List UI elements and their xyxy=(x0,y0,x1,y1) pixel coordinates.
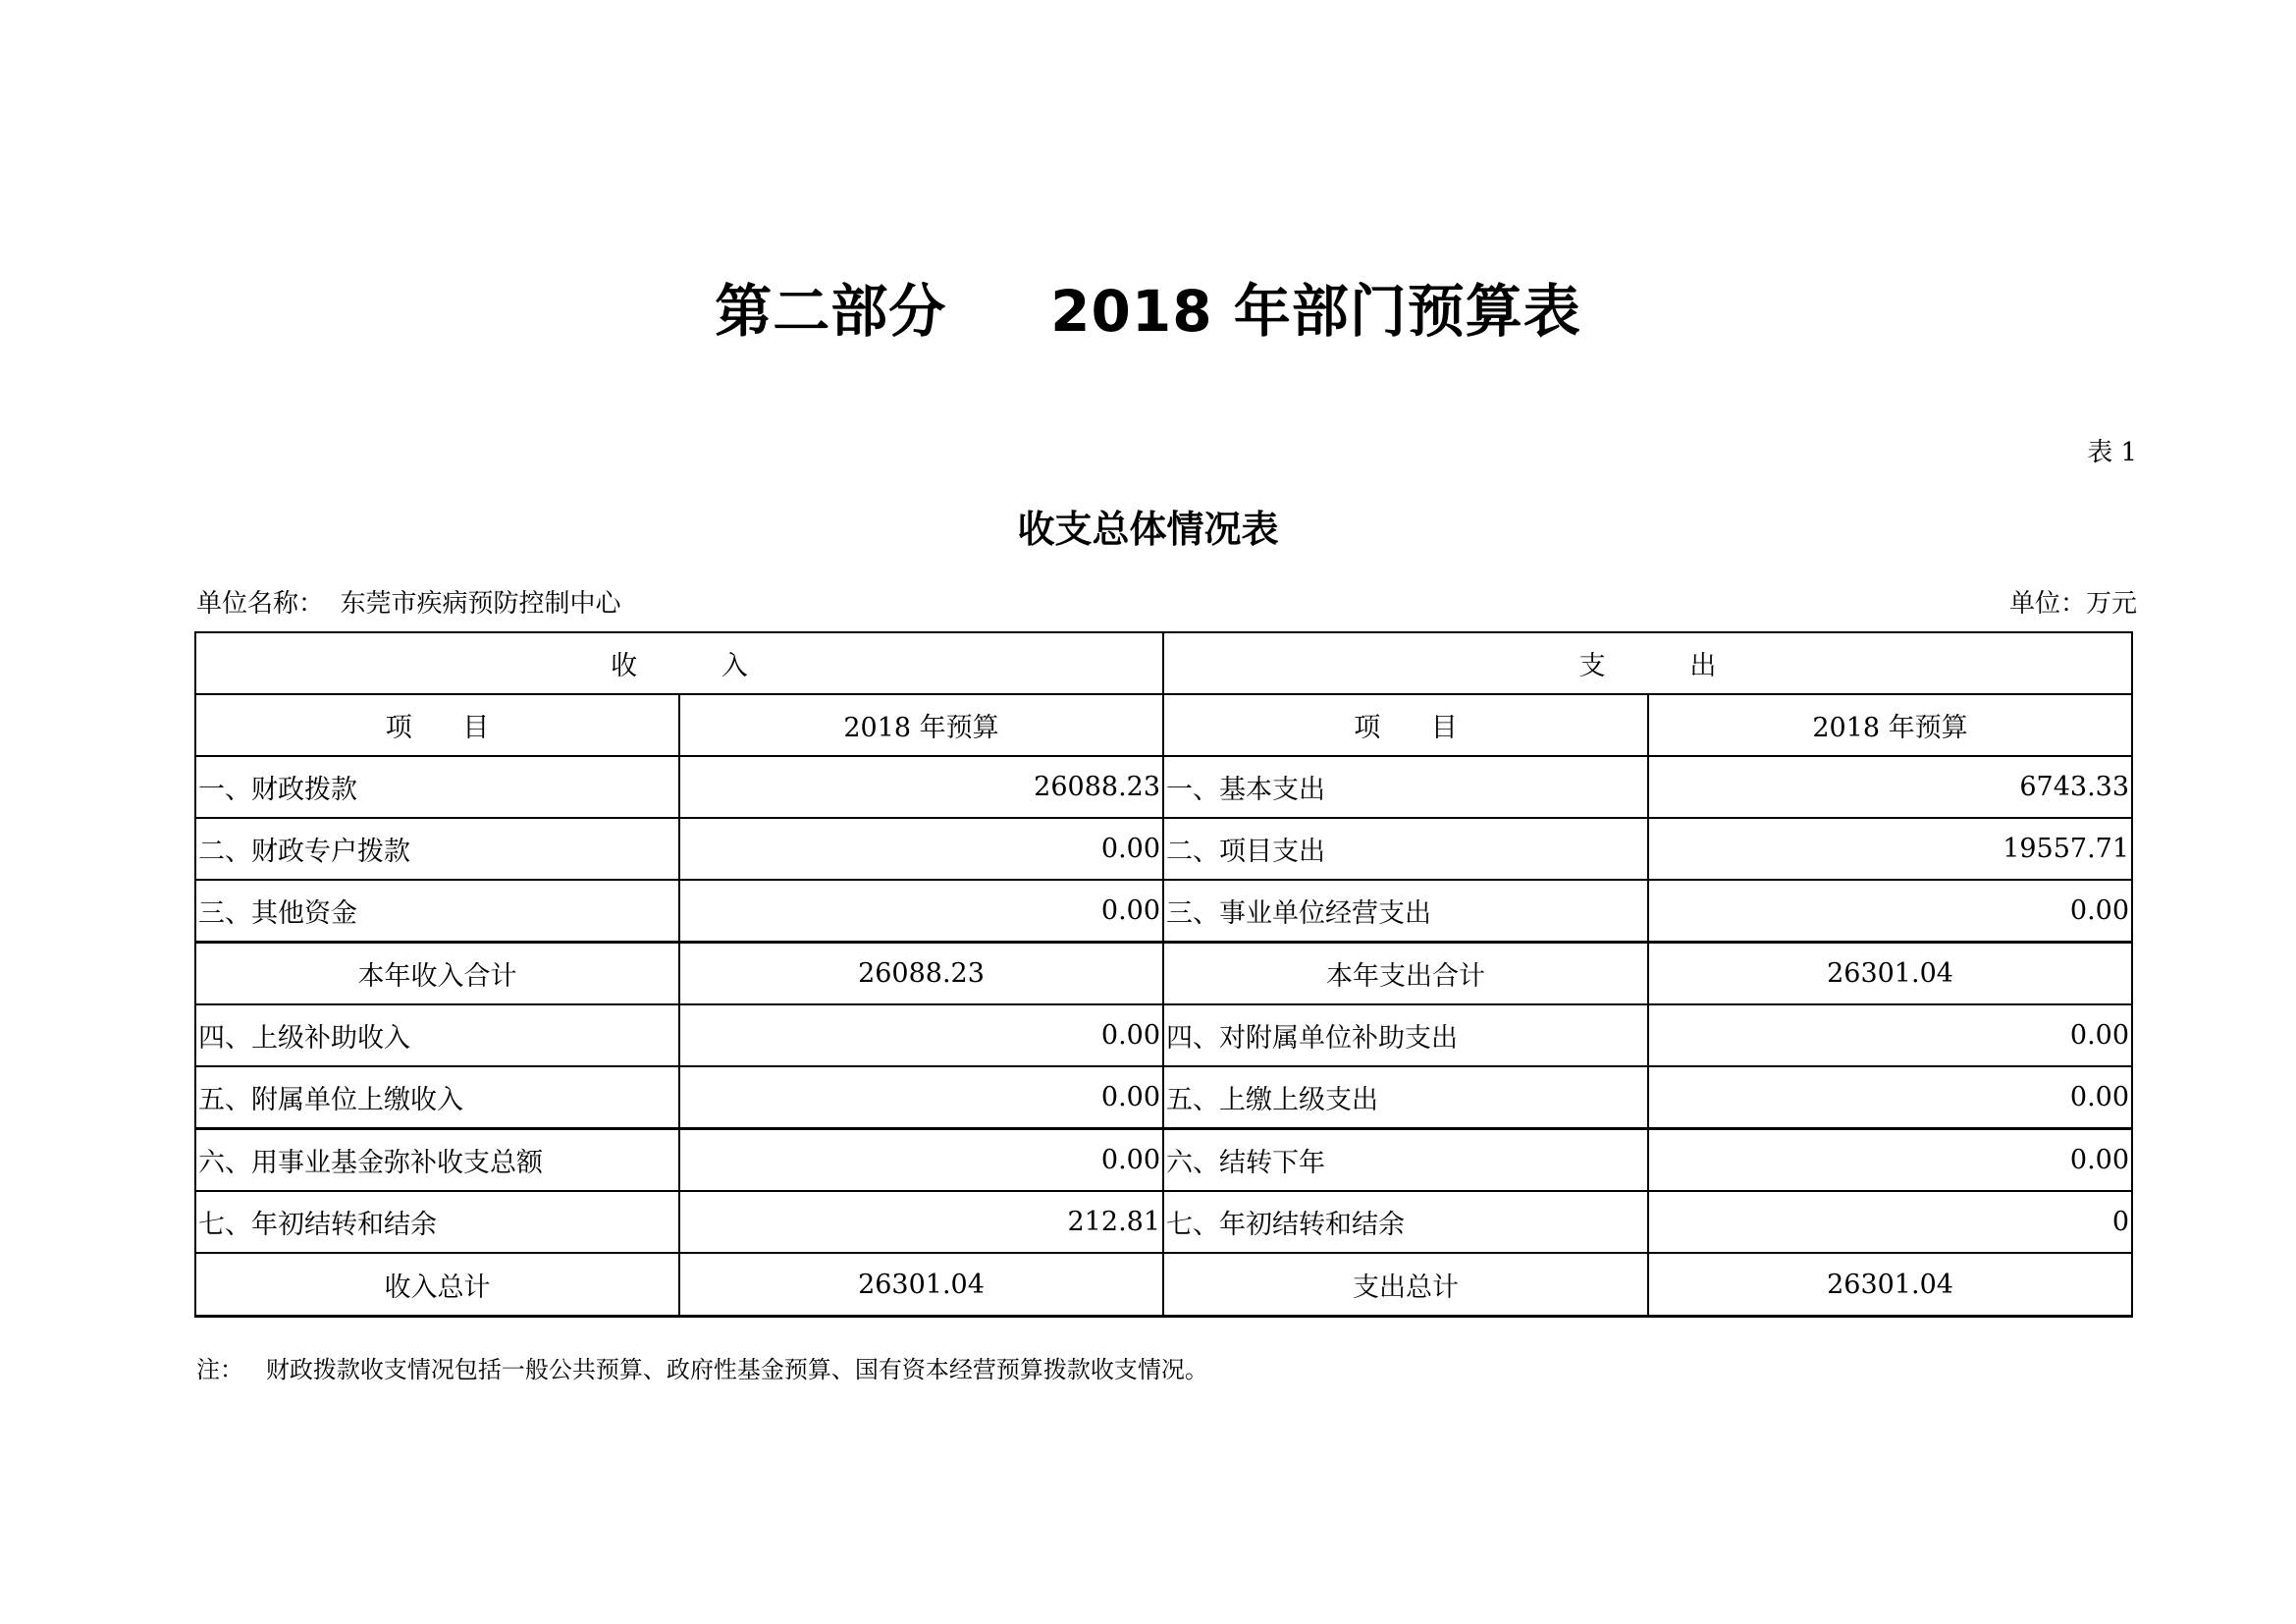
expense-item-header: 项 目 xyxy=(1163,694,1648,756)
expense-item: 四、对附属单位补助支出 xyxy=(1163,1004,1648,1066)
unit-label: 单位：万元 xyxy=(2008,589,2137,619)
page-title: 第二部分 2018 年部门预算表 xyxy=(715,278,1581,345)
expense-total-label: 支出总计 xyxy=(1163,1253,1648,1317)
total-row xyxy=(195,1253,2132,1317)
expense-value: 19557.71 xyxy=(1648,818,2132,880)
table-section-header-row xyxy=(195,632,2132,694)
expense-budget-header: 2018 年预算 xyxy=(1648,694,2132,756)
table-title: 收支总体情况表 xyxy=(1017,507,1279,551)
expense-item: 二、项目支出 xyxy=(1163,818,1648,880)
table-row xyxy=(195,1066,2132,1129)
income-item: 三、其他资金 xyxy=(195,880,679,943)
budget-table xyxy=(194,631,2133,1318)
income-value: 26088.23 xyxy=(679,756,1163,818)
expense-value: 0.00 xyxy=(1648,1004,2132,1066)
income-value: 0.00 xyxy=(679,818,1163,880)
expense-item: 七、年初结转和结余 xyxy=(1163,1191,1648,1253)
expense-item: 六、结转下年 xyxy=(1163,1129,1648,1192)
table-column-header-row xyxy=(195,694,2132,756)
table-row xyxy=(195,1191,2132,1253)
expense-header: 支 出 xyxy=(1163,632,2132,694)
income-total-value: 26301.04 xyxy=(679,1253,1163,1317)
expense-item: 一、基本支出 xyxy=(1163,756,1648,818)
table-row xyxy=(195,1004,2132,1066)
income-total-label: 收入总计 xyxy=(195,1253,679,1317)
income-item: 一、财政拨款 xyxy=(195,756,679,818)
income-item: 四、上级补助收入 xyxy=(195,1004,679,1066)
expense-value: 6743.33 xyxy=(1648,756,2132,818)
table-row xyxy=(195,880,2132,943)
income-item-header: 项 目 xyxy=(195,694,679,756)
income-subtotal-value: 26088.23 xyxy=(679,943,1163,1005)
unit-name: 单位名称： 东莞市疾病预防控制中心 xyxy=(196,589,621,619)
expense-item: 五、上缴上级支出 xyxy=(1163,1066,1648,1129)
table-row xyxy=(195,1129,2132,1192)
expense-value: 0 xyxy=(1648,1191,2132,1253)
expense-total-value: 26301.04 xyxy=(1648,1253,2132,1317)
expense-value: 0.00 xyxy=(1648,1066,2132,1129)
income-header: 收 入 xyxy=(195,632,1163,694)
expense-subtotal-value: 26301.04 xyxy=(1648,943,2132,1005)
table-row xyxy=(195,818,2132,880)
subtotal-row xyxy=(195,943,2132,1005)
expense-subtotal-label: 本年支出合计 xyxy=(1163,943,1648,1005)
income-item: 二、财政专户拨款 xyxy=(195,818,679,880)
income-value: 0.00 xyxy=(679,1066,1163,1129)
expense-value: 0.00 xyxy=(1648,1129,2132,1192)
income-subtotal-label: 本年收入合计 xyxy=(195,943,679,1005)
income-item: 五、附属单位上缴收入 xyxy=(195,1066,679,1129)
footnote: 注： 财政拨款收支情况包括一般公共预算、政府性基金预算、国有资本经营预算拨款收支情况。 xyxy=(196,1356,1208,1383)
expense-item: 三、事业单位经营支出 xyxy=(1163,880,1648,943)
income-value: 212.81 xyxy=(679,1191,1163,1253)
table-row xyxy=(195,756,2132,818)
income-value: 0.00 xyxy=(679,1004,1163,1066)
income-value: 0.00 xyxy=(679,1129,1163,1192)
income-budget-header: 2018 年预算 xyxy=(679,694,1163,756)
income-item: 七、年初结转和结余 xyxy=(195,1191,679,1253)
table-number: 表 1 xyxy=(2087,438,2137,467)
income-value: 0.00 xyxy=(679,880,1163,943)
expense-value: 0.00 xyxy=(1648,880,2132,943)
income-item: 六、用事业基金弥补收支总额 xyxy=(195,1129,679,1192)
